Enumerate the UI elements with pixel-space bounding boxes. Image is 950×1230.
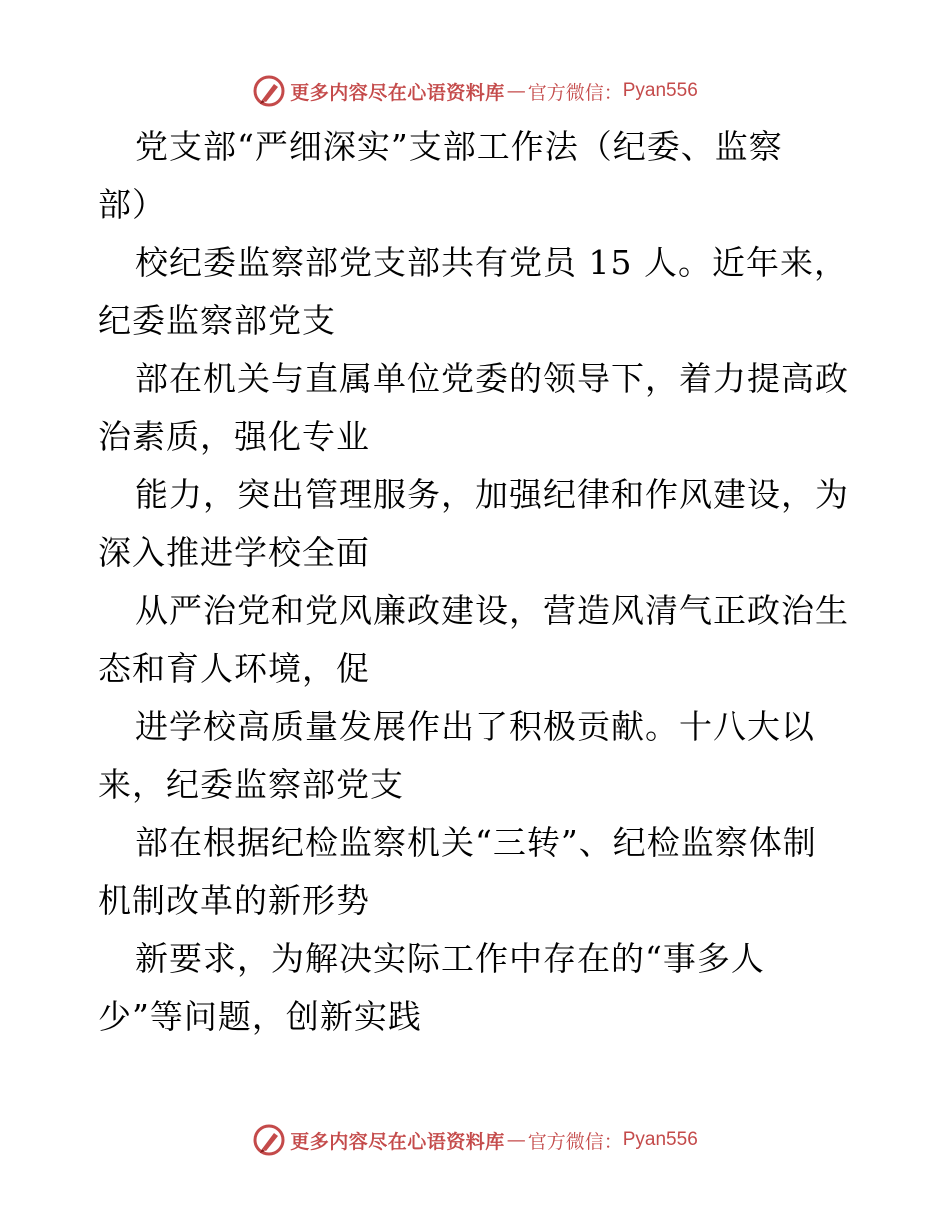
banner-dash: —	[506, 80, 526, 102]
body-line-15: 新要求，为解决实际工作中存在的“事多人	[135, 939, 765, 978]
body-line-13: 部在根据纪检监察机关“三转”、纪检监察体制	[135, 823, 817, 862]
banner-dash: —	[506, 1129, 526, 1151]
body-line-4: 纪委监察部党支	[98, 301, 336, 340]
document-body	[98, 118, 858, 1046]
body-line-11: 进学校高质量发展作出了积极贡献。十八大以	[135, 707, 815, 746]
body-line-9: 从严治党和党风廉政建设，营造风清气正政治生	[135, 591, 849, 630]
body-line-6: 治素质，强化专业	[98, 417, 370, 456]
pen-logo-icon	[252, 74, 286, 108]
body-line-10: 态和育人环境，促	[98, 649, 370, 688]
header-banner	[0, 71, 950, 111]
banner-wechat-id: Pyan556	[622, 1129, 698, 1150]
footer-banner	[0, 1120, 950, 1160]
banner-wechat-label: 官方微信：	[527, 1130, 623, 1153]
body-line-7: 能力，突出管理服务，加强纪律和作风建设，为	[135, 475, 849, 514]
pen-logo-icon	[252, 1123, 286, 1157]
body-line-16: 少”等问题，创新实践	[98, 997, 422, 1036]
body-line-8: 深入推进学校全面	[98, 533, 370, 572]
body-line-3: 校纪委监察部党支部共有党员 15 人。近年来，	[135, 243, 848, 282]
banner-wechat-id: Pyan556	[622, 80, 698, 101]
banner-brand-text: 更多内容尽在心语资料库	[290, 1130, 505, 1153]
body-line-5: 部在机关与直属单位党委的领导下，着力提高政	[135, 359, 849, 398]
banner-brand-text: 更多内容尽在心语资料库	[290, 81, 505, 104]
body-line-14: 机制改革的新形势	[98, 881, 370, 920]
banner-wechat-label: 官方微信：	[527, 81, 623, 104]
body-line-12: 来，纪委监察部党支	[98, 765, 404, 804]
body-line-2: 部）	[98, 185, 166, 224]
body-line-1: 党支部“严细深实”支部工作法（纪委、监察	[135, 127, 783, 166]
